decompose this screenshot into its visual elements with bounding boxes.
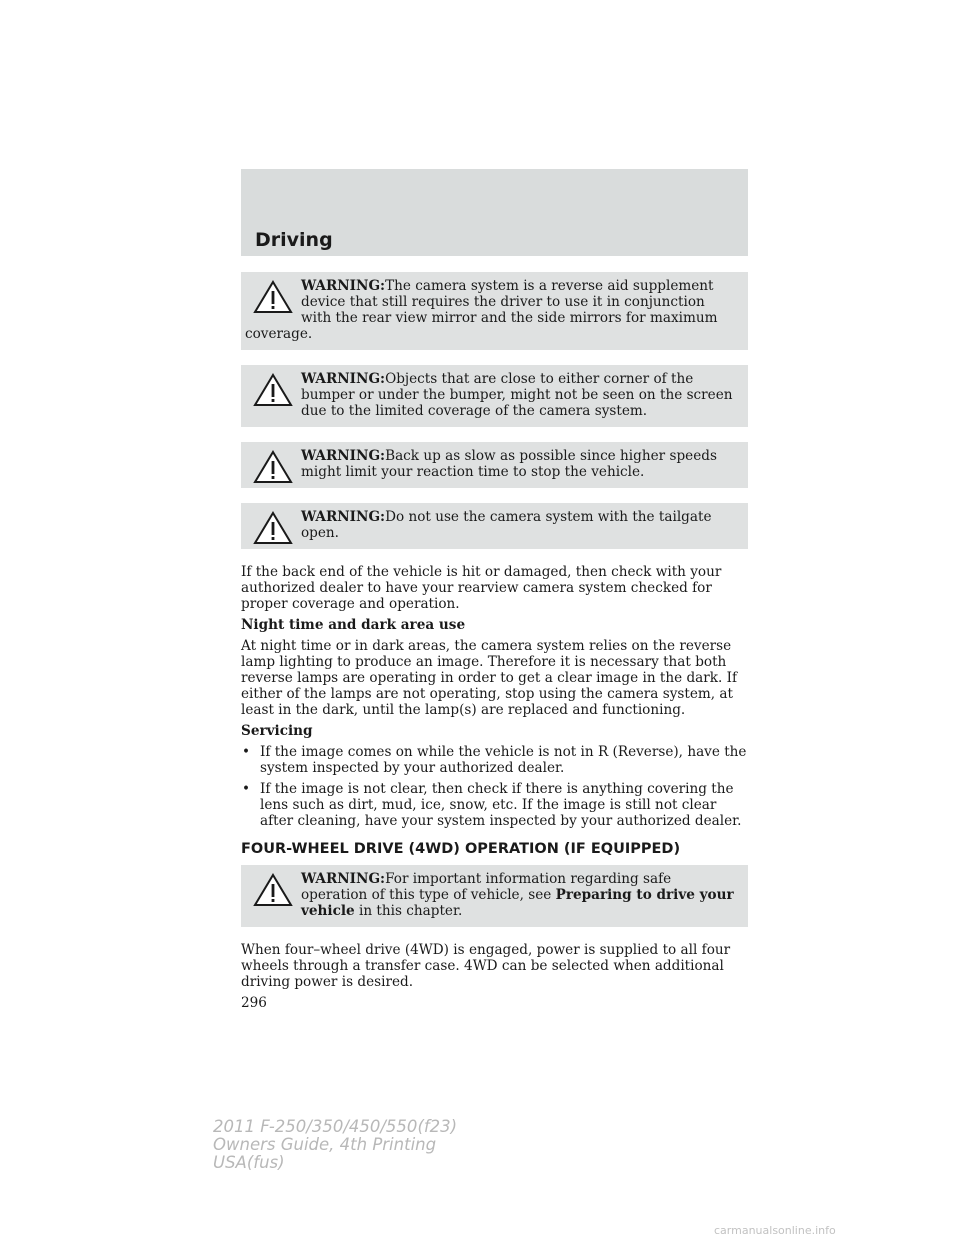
list-item — [241, 744, 748, 776]
night-paragraph: At night time or in dark areas, the camera system relies on the reverse lamp lighting to produce an image. Therefore it is necessary that both reverse lamps are operating in order to get a clear image in the dark. If either of the lamps are not operating, stop using the camera system, at least in the dark, until the lamp(s) are replaced and functioning. — [241, 638, 738, 718]
list-item — [241, 781, 748, 829]
footer-model: 2011 F-250/350/450/550 — [213, 1117, 418, 1136]
cross-reference-link[interactable]: Preparing to drive your vehicle — [301, 887, 734, 919]
warning-box-camera-supplement — [241, 272, 748, 350]
footer-line-market — [213, 1154, 457, 1172]
footer-line-model — [213, 1118, 457, 1136]
warning-triangle-icon — [253, 450, 293, 484]
warning-label: WARNING: — [301, 448, 386, 464]
bullet-text: If the image is not clear, then check if there is anything covering the lens such as dirt, mud, ice, snow, etc. If the image is still not clear after cleaning, have your system inspected by your authorized dealer. — [260, 781, 742, 829]
section-title: Driving — [255, 229, 333, 251]
warning-label: WARNING: — [301, 278, 386, 294]
footer-market-code: (fus) — [246, 1153, 285, 1172]
page-content — [241, 272, 748, 1011]
fourwd-paragraph: When four–wheel drive (4WD) is engaged, power is supplied to all four wheels through a transfer case. 4WD can be selected when additional driving power is desired. — [241, 942, 731, 990]
servicing-heading: Servicing — [241, 723, 313, 739]
footer-line-printing: Owners Guide, 4th Printing — [213, 1135, 437, 1154]
warning-text: Objects that are close to either corner of the bumper or under the bumper, might not be seen on the screen due to the limited coverage of the camera system. — [301, 371, 733, 419]
watermark-text: carmanualsonline.info — [714, 1224, 836, 1237]
warning-label: WARNING: — [301, 509, 386, 525]
warning-label: WARNING: — [301, 871, 386, 887]
warning-triangle-icon — [253, 511, 293, 545]
warning-text: Back up as slow as possible since higher speeds might limit your reaction time to stop the vehicle. — [301, 448, 717, 480]
night-heading: Night time and dark area use — [241, 617, 466, 633]
warning-text: For important information regarding safe operation of this type of vehicle, see — [301, 871, 672, 903]
section-heading-4wd: FOUR-WHEEL DRIVE (4WD) OPERATION (IF EQUIPPED) — [241, 841, 681, 857]
warning-text: Do not use the camera system with the tailgate open. — [301, 509, 712, 541]
damage-paragraph: If the back end of the vehicle is hit or damaged, then check with your authorized dealer to have your rearview camera system checked for proper coverage and operation. — [241, 564, 722, 612]
warning-triangle-icon — [253, 873, 293, 907]
bullet-mark: • — [242, 744, 251, 760]
warning-box-safe-operation — [241, 865, 748, 927]
warning-label: WARNING: — [301, 371, 386, 387]
warning-box-back-up-slow — [241, 442, 748, 488]
warning-box-tailgate-open — [241, 503, 748, 549]
warning-text-end: in this chapter. — [354, 903, 463, 919]
footer-market: USA — [213, 1153, 247, 1172]
warning-triangle-icon — [253, 280, 293, 314]
section-header-band — [241, 169, 748, 256]
page-number: 296 — [241, 995, 267, 1011]
bullet-mark: • — [242, 781, 251, 797]
document-footer — [213, 1118, 457, 1172]
warning-triangle-icon — [253, 373, 293, 407]
warning-box-bumper-coverage — [241, 365, 748, 427]
warning-text: The camera system is a reverse aid supplement device that still requires the driver to use it in conjunction with the rear view mirror and the side mirrors for maximum coverage. — [245, 278, 718, 342]
footer-model-code: (f23) — [417, 1117, 458, 1136]
bullet-text: If the image comes on while the vehicle is not in R (Reverse), have the system inspected by your authorized dealer. — [260, 744, 747, 776]
